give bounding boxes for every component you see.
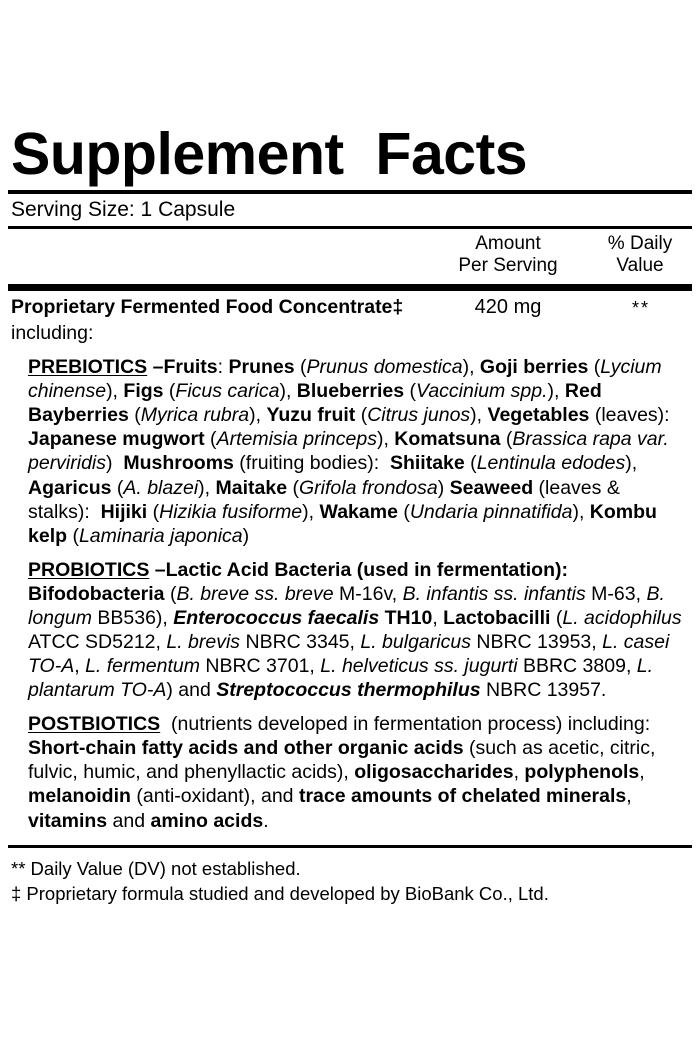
headline-ingredient-name: Proprietary Fermented Food Concentrate‡ bbox=[11, 296, 404, 319]
footnotes bbox=[8, 848, 692, 907]
column-header-dv-line2: Value bbox=[616, 255, 664, 277]
section-probiotics bbox=[28, 558, 690, 702]
including-label: including: bbox=[11, 322, 94, 345]
section-body-probiotics: –Lactic Acid Bacteria (used in fermentation): Bifodobacteria (B. breve ss. breve M-16v, B. infantis ss. infantis M-63, B. longum BB536), Enterococcus faecalis TH10, Lactobacilli (L. acidophilus ATCC SD5212, L. brevis NBRC 3345, L. bulgaricus NBRC 13953, L. casei TO-A, L. fermentum NBRC 3701, L. helveticus ss. jugurti BBRC 3809, L. plantarum TO-A) and Streptococcus thermophilus NBRC 13957. bbox=[28, 558, 682, 702]
column-header-amount-line2: Per Serving bbox=[458, 255, 558, 277]
column-headers bbox=[8, 229, 692, 284]
section-body-postbiotics: (nutrients developed in fermentation process) including: Short-chain fatty acids and other organic acids (such as acetic, citric, fulvic, humic, and phenyllactic acids), oligosaccharides, polyphenols, melanoidin (anti-oxidant), and trace amounts of chelated minerals, vitamins and amino acids. bbox=[28, 713, 656, 832]
section-label-prebiotics: PREBIOTICS bbox=[28, 356, 148, 379]
serving-size: Serving Size: 1 Capsule bbox=[11, 197, 236, 221]
footnote-daily-value: ** Daily Value (DV) not established. bbox=[11, 857, 301, 879]
title-block bbox=[8, 0, 692, 187]
footnote-proprietary: ‡ Proprietary formula studied and developed by BioBank Co., Ltd. bbox=[11, 882, 549, 904]
section-postbiotics bbox=[28, 712, 690, 832]
headline-ingredient-row bbox=[11, 295, 692, 321]
column-header-amount bbox=[432, 233, 584, 278]
section-body-prebiotics: –Fruits: Prunes (Prunus domestica), Goji berries (Lycium chinense), Figs (Ficus carica), Blueberries (Vaccinium spp.), Red Bayberries (Myrica rubra), Yuzu fruit (Citrus junos), Vegetables (leaves): Japanese mugwort (Artemisia princeps), Komatsuna (Brassica rapa var. perviridis) Mushrooms (fruiting bodies): Shiitake (Lentinula edodes), Agaricus (A. blazei), Maitake (Grifola frondosa) Seaweed (leaves & stalks): Hijiki (Hizikia fusiforme), Wakame (Undaria pinnatifida), Kombu kelp (Laminaria japonica) bbox=[28, 356, 670, 547]
section-label-probiotics: PROBIOTICS bbox=[28, 558, 150, 581]
section-label-postbiotics: POSTBIOTICS bbox=[28, 713, 161, 736]
column-header-dv-line1: % Daily bbox=[607, 233, 673, 255]
page-title: Supplement Facts bbox=[11, 121, 528, 187]
column-header-daily-value bbox=[588, 233, 692, 278]
column-header-amount-line1: Amount bbox=[475, 233, 541, 255]
rule-under-column-headers bbox=[8, 284, 692, 291]
section-prebiotics bbox=[28, 355, 690, 548]
headline-ingredient-amount: 420 mg bbox=[474, 296, 542, 319]
headline-ingredient-daily-value: ** bbox=[631, 298, 650, 319]
ingredients-content bbox=[8, 291, 692, 833]
